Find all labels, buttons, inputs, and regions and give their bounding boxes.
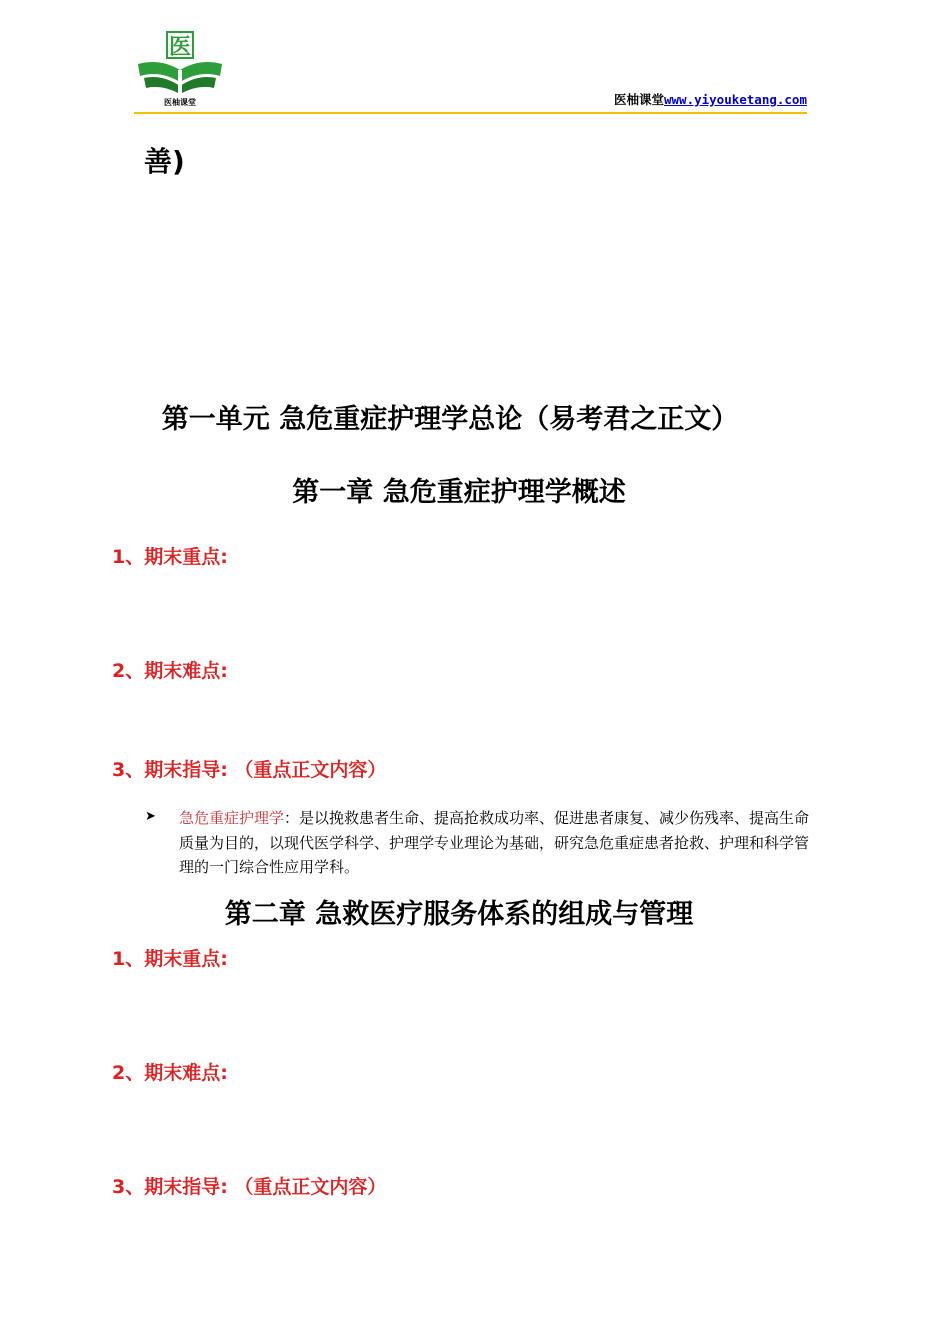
header-site	[560, 90, 807, 108]
section-heading: 3、期末指导: （重点正文内容）	[112, 1176, 387, 1198]
unit-title: 第一单元 急危重症护理学总论（易考君之正文）	[161, 404, 739, 435]
section-heading: 2、期末难点:	[112, 660, 228, 682]
header-brand: 医柚课堂	[613, 92, 664, 107]
header-divider	[134, 112, 807, 114]
section-heading: 1、期末重点:	[112, 546, 228, 568]
section-heading: 3、期末指导: （重点正文内容）	[112, 759, 387, 781]
section-heading: 1、期末重点:	[112, 948, 228, 970]
logo-caption: 医柚课堂	[164, 97, 196, 107]
chapter-title: 第二章 急救医疗服务体系的组成与管理	[224, 899, 694, 930]
arrow-bullet-icon: ➤	[145, 809, 156, 824]
chapter-title: 第一章 急危重症护理学概述	[292, 477, 626, 508]
section-heading: 2、期末难点:	[112, 1062, 228, 1084]
bullet-text	[179, 806, 810, 880]
term-label: 急危重症护理学	[179, 809, 285, 827]
bullet-item	[145, 806, 810, 880]
site-url-link[interactable]: www.yiyouketang.com	[664, 92, 807, 107]
term-definition: ：是以挽救患者生命、提高抢救成功率、促进患者康复、减少伤残率、提高生命质量为目的，以现代医学科学、护理学专业理论为基础，研究急危重症患者抢救、护理和科学管理的一门综合性应用学科。	[179, 809, 810, 876]
continued-text: 善)	[144, 145, 185, 178]
logo-char: 医	[168, 35, 192, 60]
